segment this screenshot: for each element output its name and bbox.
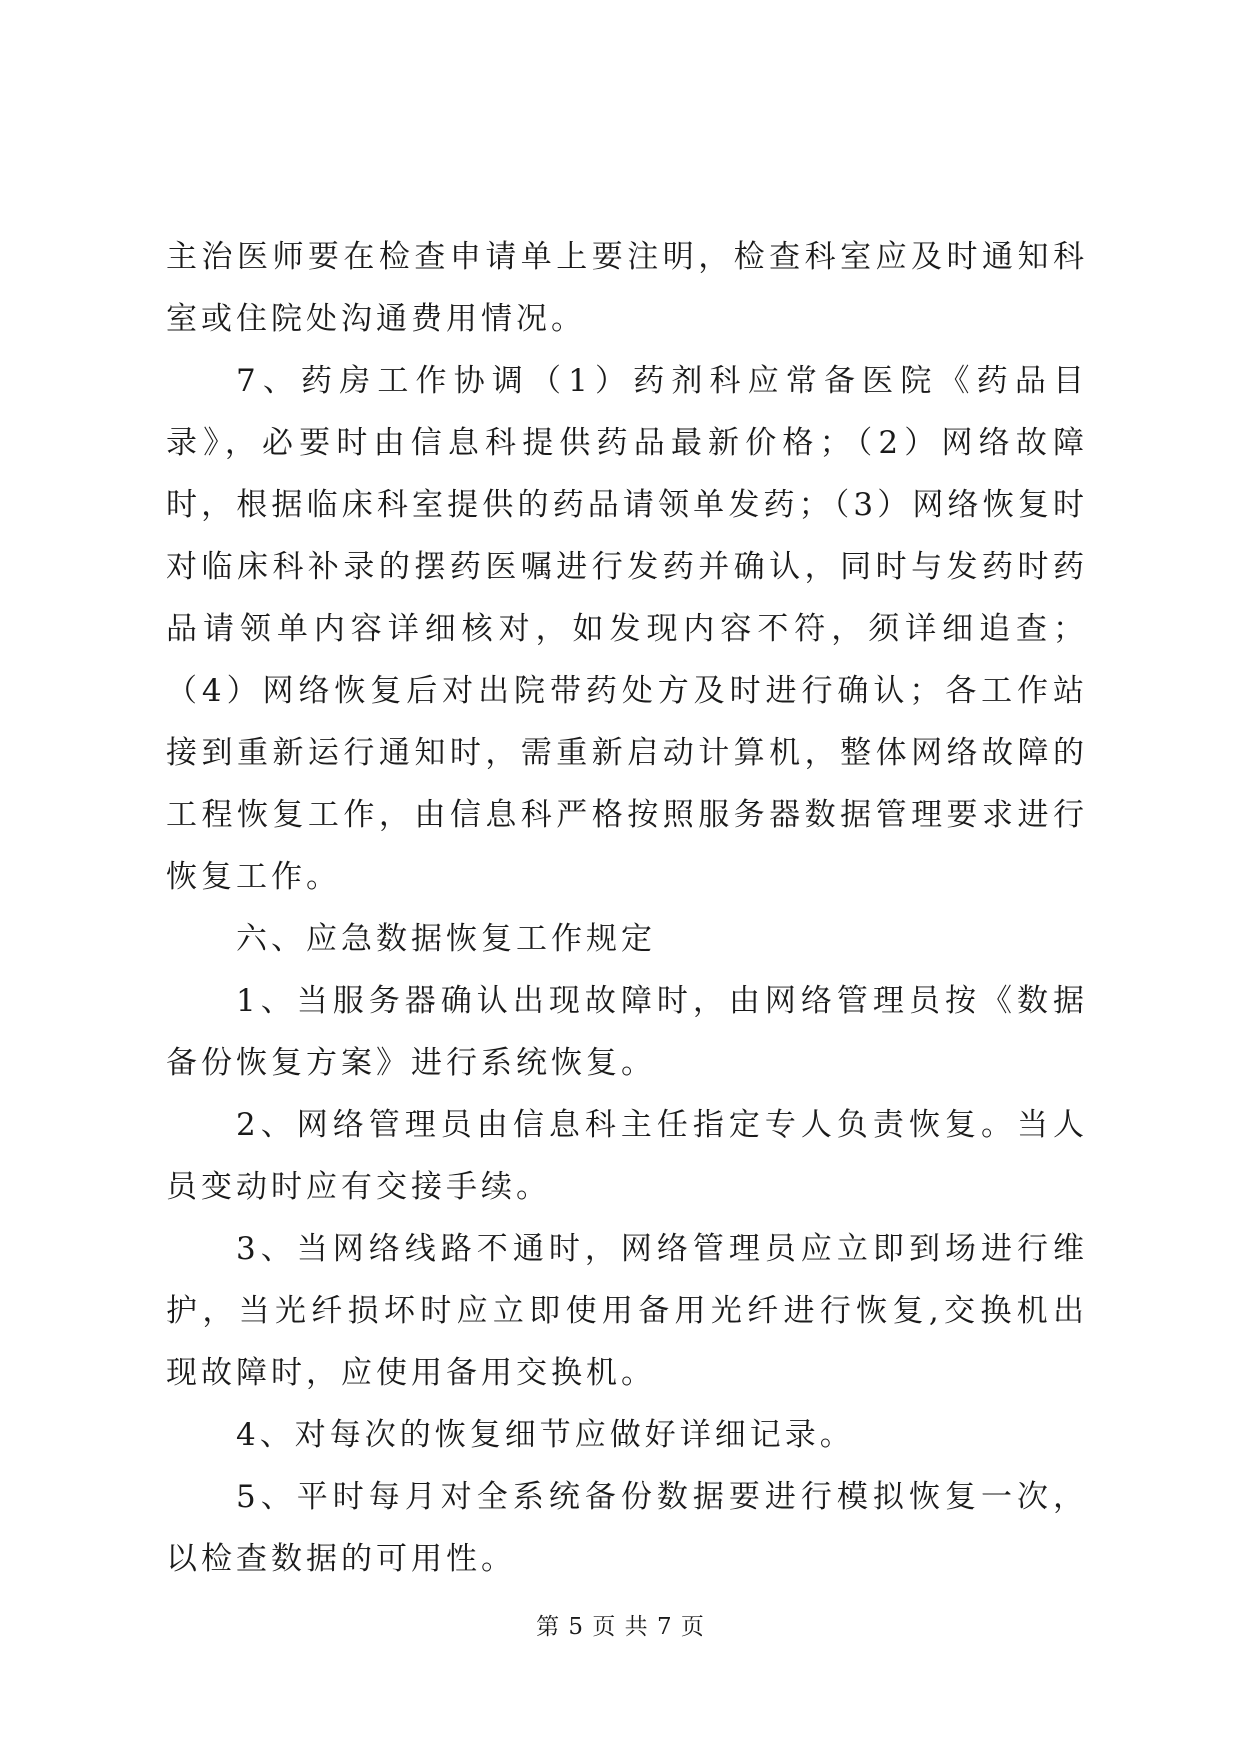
paragraph-item-7-pharmacy: 7、药房工作协调（1）药剂科应常备医院《药品目录》，必要时由信息科提供药品最新价格；（2）网络故障时，根据临床科室提供的药品请领单发药；（3）网络恢复时对临床科补录的摆药医嘱进行发药并确认，同时与发药时药品请领单内容详细核对，如发现内容不符，须详细追查；（4）网络恢复后对出院带药处方及时进行确认；各工作站接到重新运行通知时，需重新启动计算机，整体网络故障的工程恢复工作，由信息科严格按照服务器数据管理要求进行恢复工作。 bbox=[166, 363, 1088, 895]
section-heading-6: 六、应急数据恢复工作规定 bbox=[236, 921, 656, 957]
paragraph-item-5: 5、平时每月对全系统备份数据要进行模拟恢复一次，以检查数据的可用性。 bbox=[166, 1479, 1088, 1577]
paragraph-item-4: 4、对每次的恢复细节应做好详细记录。 bbox=[236, 1417, 855, 1453]
paragraph-item-3: 3、当网络线路不通时，网络管理员应立即到场进行维护，当光纤损坏时应立即使用备用光纤进行恢复,交换机出现故障时，应使用备用交换机。 bbox=[166, 1231, 1088, 1391]
paragraph-item-2: 2、网络管理员由信息科主任指定专人负责恢复。当人员变动时应有交接手续。 bbox=[166, 1107, 1088, 1205]
page-footer: 第 5 页 共 7 页 bbox=[536, 1614, 705, 1640]
document-body bbox=[166, 226, 1088, 1590]
paragraph-continuation: 主治医师要在检查申请单上要注明，检查科室应及时通知科室或住院处沟通费用情况。 bbox=[166, 239, 1088, 337]
paragraph-item-1: 1、当服务器确认出现故障时，由网络管理员按《数据备份恢复方案》进行系统恢复。 bbox=[166, 983, 1088, 1081]
